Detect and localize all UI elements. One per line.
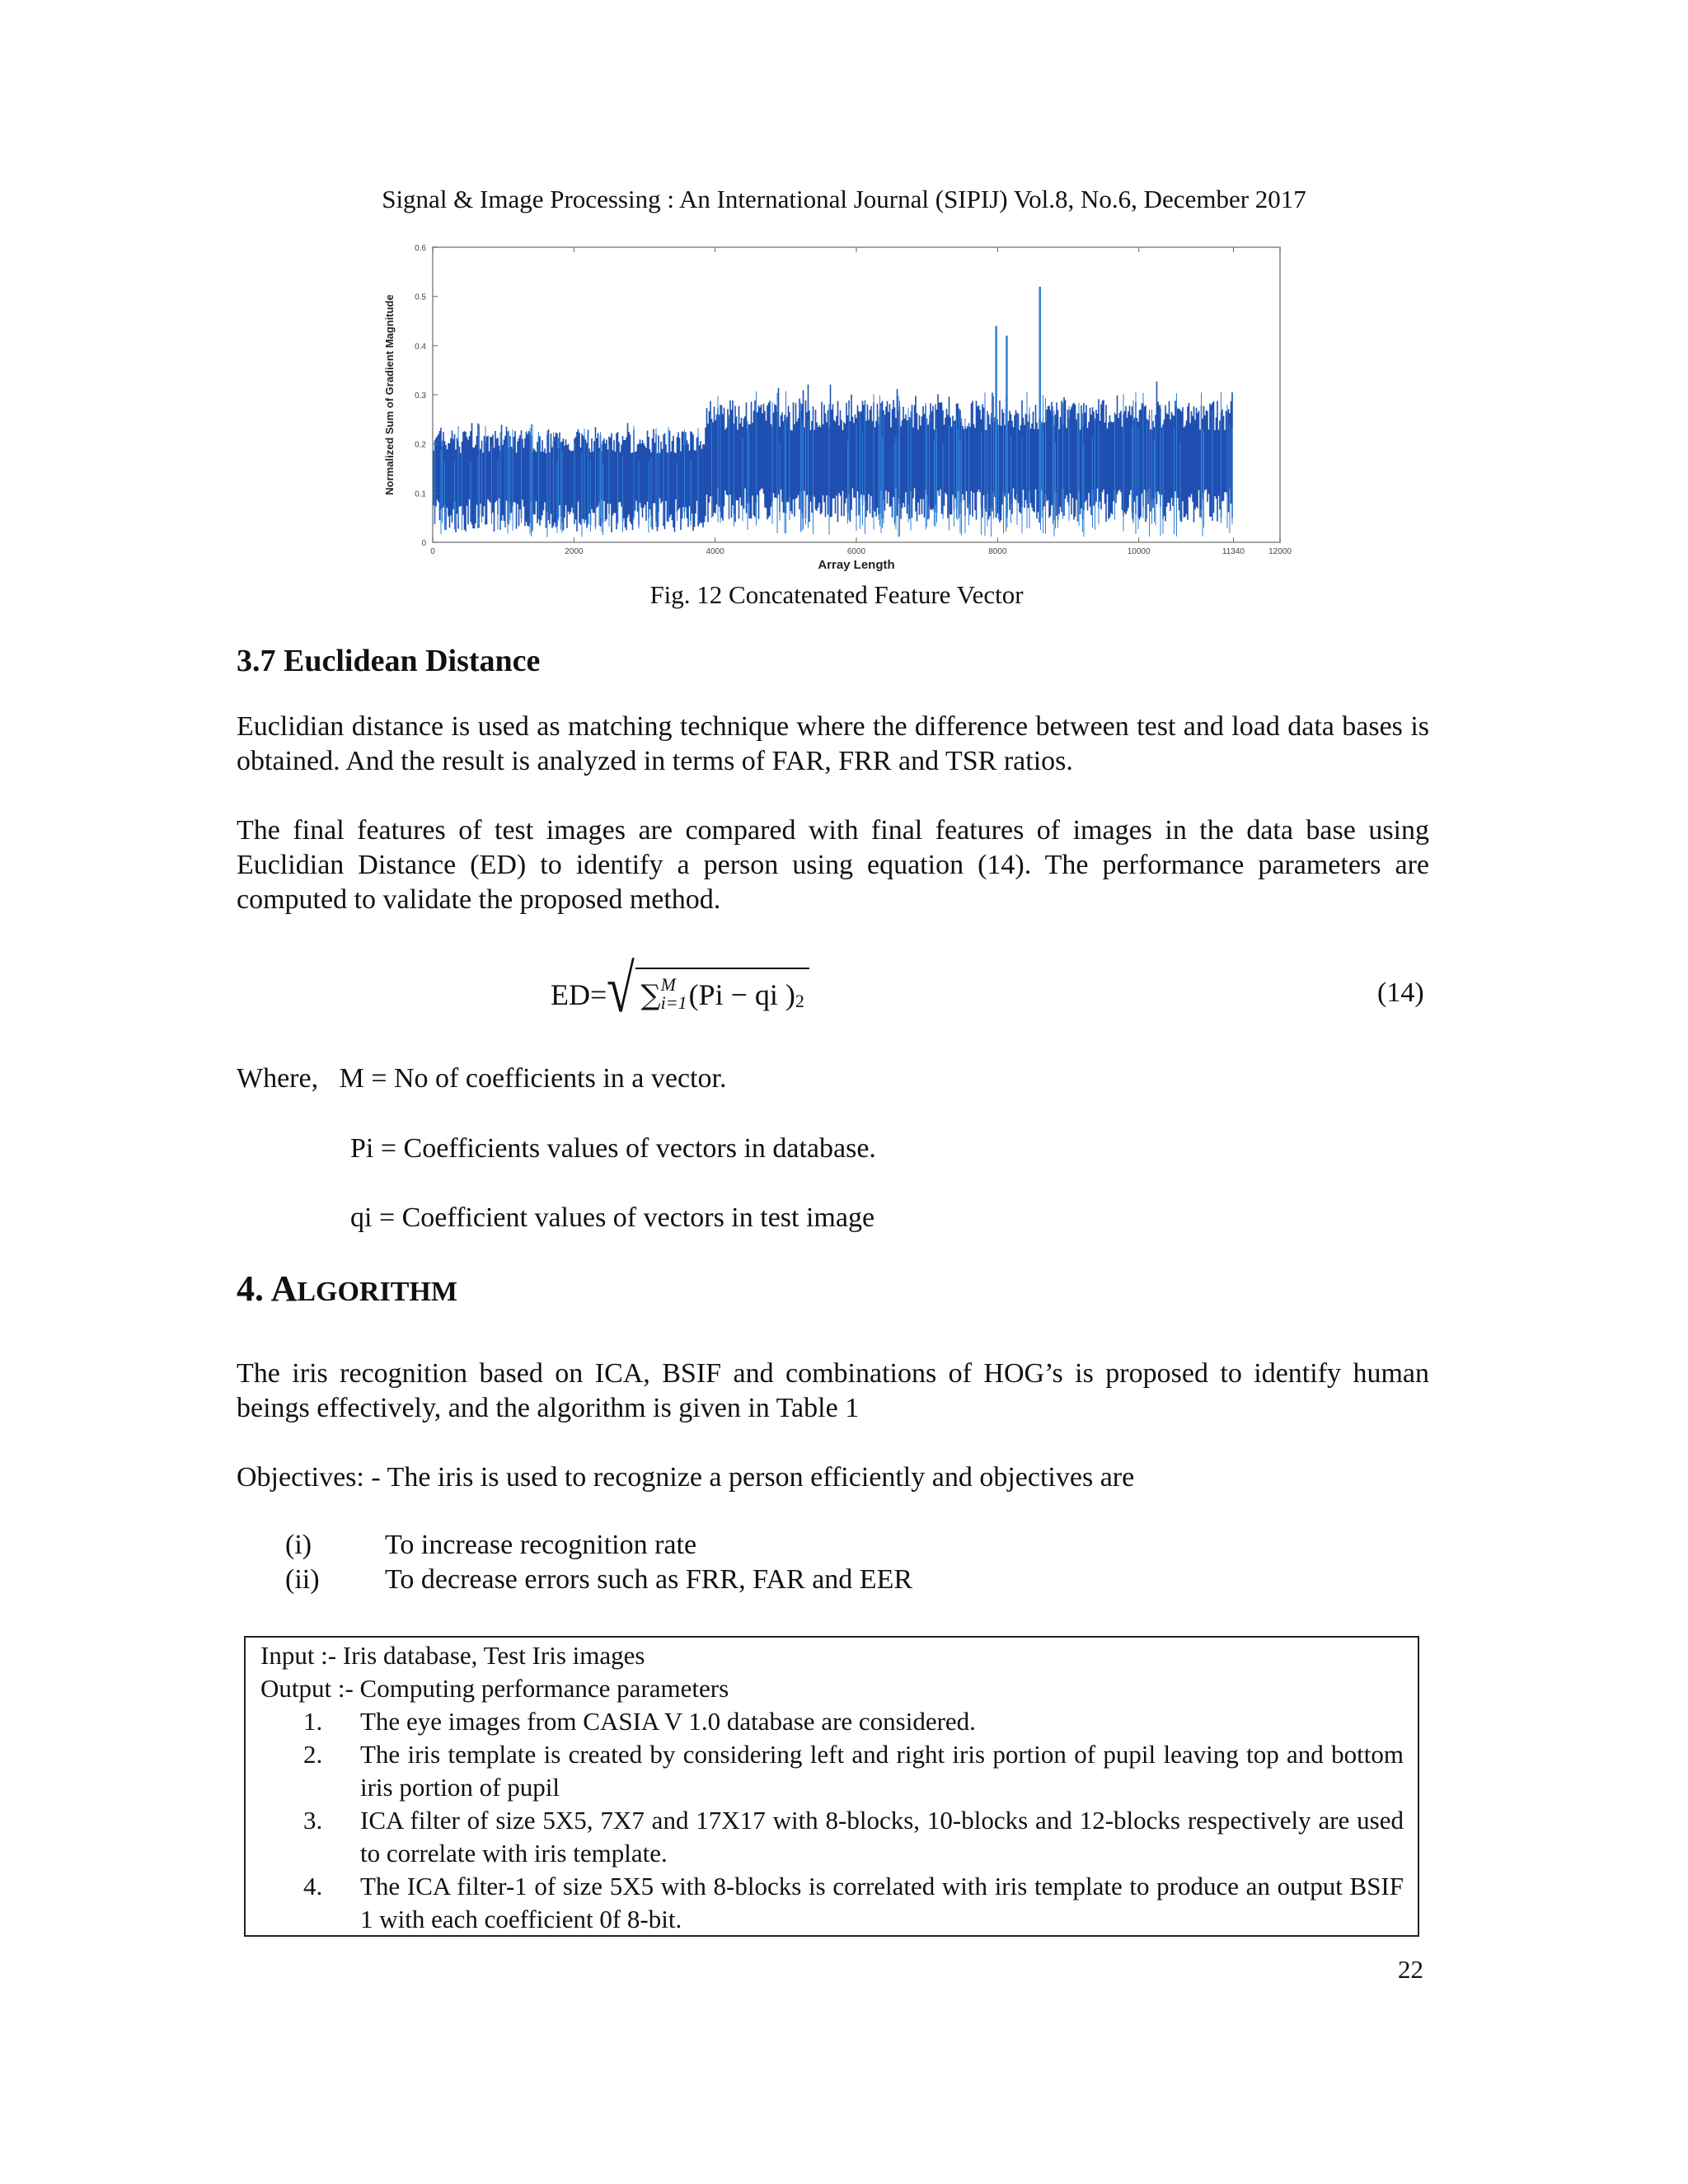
where-line-pi: Pi = Coefficients values of vectors in database. <box>350 1133 876 1164</box>
x-tick-label: 12000 <box>1268 547 1292 556</box>
y-tick-label: 0.4 <box>415 342 426 352</box>
feature-vector-chart <box>375 239 1298 575</box>
x-tick-label: 2000 <box>565 547 584 556</box>
y-tick-label: 0.3 <box>415 391 426 401</box>
x-tick-label: 0 <box>430 547 435 556</box>
algorithm-step-text: The ICA filter-1 of size 5X5 with 8-blocks is correlated with iris template to produce an output BSIF 1 with each coefficient 0f 8-bit. <box>360 1872 1404 1933</box>
sum-lower-limit: i=1 <box>660 992 687 1013</box>
page-number: 22 <box>1398 1955 1423 1984</box>
sqrt-symbol: √ <box>607 951 635 1026</box>
objective-text: To decrease errors such as FRR, FAR and EER <box>385 1564 913 1595</box>
equation-radicand <box>635 968 809 1022</box>
algorithm-step-text: The iris template is created by considering left and right iris portion of pupil leaving top and bottom iris portion of pupil <box>360 1740 1404 1802</box>
equation-number: (14) <box>1377 977 1424 1008</box>
algorithm-step-text: ICA filter of size 5X5, 7X7 and 17X17 with 8-blocks, 10-blocks and 12-blocks respectively are used to correlate with iris template. <box>360 1806 1404 1868</box>
x-tick-label: 8000 <box>988 547 1007 556</box>
section-number: 4. A <box>237 1268 298 1309</box>
y-tick-label: 0.1 <box>415 490 426 499</box>
equation-14 <box>551 951 809 1026</box>
running-header: Signal & Image Processing : An International Journal (SIPIJ) Vol.8, No.6, December 2017 <box>382 185 1306 213</box>
sum-limits <box>661 976 687 1012</box>
y-tick-label: 0.5 <box>415 293 426 302</box>
algorithm-input: Input :- Iris database, Test Iris images <box>260 1641 645 1670</box>
objective-text: To increase recognition rate <box>385 1530 697 1560</box>
x-axis-label: Array Length <box>818 558 895 572</box>
where-line-m: Where, M = No of coefficients in a vector. <box>237 1063 727 1094</box>
where-line-qi: qi = Coefficient values of vectors in test image <box>350 1202 875 1233</box>
equation-lhs: ED= <box>551 978 607 1011</box>
algorithm-step-number: 4. <box>303 1872 323 1900</box>
paragraph-euclidean-2: The final features of test images are compared with final features of images in the data base using Euclidian Distance (ED) to identify a person using equation (14). The performance parameters are computed to validate the proposed method. <box>237 815 1429 915</box>
section-title-smallcaps: LGORITHM <box>297 1277 457 1307</box>
x-tick-label: 6000 <box>846 547 866 556</box>
algorithm-output: Output :- Computing performance parameters <box>260 1674 729 1703</box>
paragraph-algorithm-intro: The iris recognition based on ICA, BSIF and combinations of HOG’s is proposed to identify human beings effectively, and the algorithm is given in Table 1 <box>237 1358 1429 1423</box>
algorithm-step-number: 1. <box>303 1707 323 1736</box>
paragraph-objectives: Objectives: - The iris is used to recognize a person efficiently and objectives are <box>237 1462 1135 1493</box>
algorithm-box <box>244 1636 1419 1937</box>
x-tick-label: 10000 <box>1127 547 1151 556</box>
sigma-symbol: ∑ <box>640 979 661 1012</box>
sum-upper-limit: M <box>660 974 676 995</box>
objective-number: (i) <box>285 1530 312 1560</box>
figure-caption: Fig. 12 Concatenated Feature Vector <box>649 580 1024 609</box>
y-tick-label: 0.2 <box>415 440 426 450</box>
algorithm-step-number: 2. <box>303 1740 323 1769</box>
algorithm-step-number: 3. <box>303 1806 323 1835</box>
equation-body: (Pi − qi ) <box>688 978 795 1011</box>
section-heading-euclidean: 3.7 Euclidean Distance <box>237 644 541 678</box>
y-axis-label: Normalized Sum of Gradient Magnitude <box>383 294 396 495</box>
algorithm-step-text: The eye images from CASIA V 1.0 database are considered. <box>360 1707 976 1736</box>
section-heading-algorithm <box>237 1268 457 1310</box>
y-tick-label: 0 <box>421 539 426 548</box>
objective-number: (ii) <box>285 1564 320 1595</box>
x-tick-label: 11340 <box>1221 547 1245 556</box>
y-tick-label: 0.6 <box>415 244 426 253</box>
equation-power: 2 <box>795 991 804 1011</box>
paragraph-euclidean-1: Euclidian distance is used as matching technique where the difference between test and load data bases is obtained. And the result is analyzed in terms of FAR, FRR and TSR ratios. <box>237 711 1429 776</box>
x-tick-label: 4000 <box>706 547 724 556</box>
